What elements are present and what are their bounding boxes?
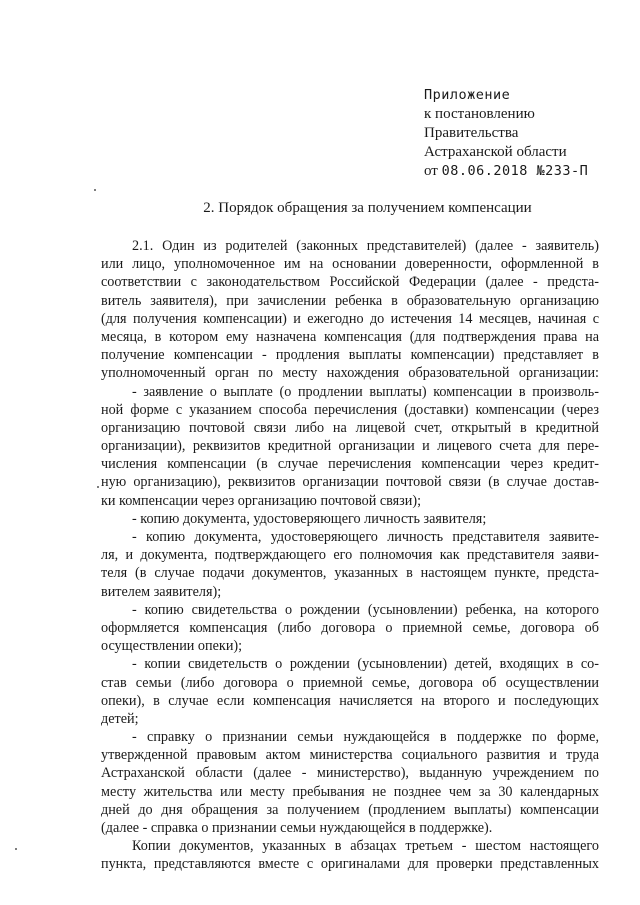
body-line: став семьи (либо договора о приемной семье, договора об осуществлении bbox=[101, 674, 599, 691]
body-line: организацию почтовой связи либо на лицевой счет, открытый в кредитной bbox=[101, 419, 599, 436]
document-body bbox=[101, 237, 599, 874]
scan-speck bbox=[15, 848, 17, 850]
appendix-ref-line: Астраханской области bbox=[424, 144, 567, 160]
body-line: осуществлении опеки); bbox=[101, 638, 243, 655]
section-title bbox=[0, 199, 640, 218]
body-line: - копию документа, удостоверяющего личность представителя заявите- bbox=[132, 529, 599, 545]
body-line: ную организацию), реквизитов организации почтовой связи (в случае достав- bbox=[101, 474, 599, 491]
body-line: 2.1. Один из родителей (законных представителей) (далее - заявитель) bbox=[132, 238, 599, 254]
appendix-ref-line: Правительства bbox=[424, 125, 519, 141]
body-line: пункта, представляются вместе с оригиналами для проверки представленных bbox=[101, 856, 599, 873]
body-line: Астраханской области (далее - министерство), выданную учреждением по bbox=[101, 765, 599, 782]
body-line: соответствии с законодательством Российской Федерации (далее - предста- bbox=[101, 274, 599, 291]
body-line: детей; bbox=[101, 710, 139, 727]
section-title-text: 2. Порядок обращения за получением компенсации bbox=[203, 200, 532, 216]
appendix-date-stamp: 08.06.2018 №233-П bbox=[441, 163, 589, 179]
body-line: витель заявителя), при зачислении ребенка в образовательную организацию bbox=[101, 292, 599, 309]
body-line: организации), реквизитов кредитной организации и лицевого счета для пере- bbox=[101, 438, 599, 455]
body-line: месту жительства или месту пребывания не позднее чем за 30 календарных bbox=[101, 783, 599, 800]
body-line: (для получения компенсации) и ежегодно до истечения 14 месяцев, начиная с bbox=[101, 310, 599, 327]
body-line: вителем заявителя); bbox=[101, 583, 222, 600]
body-line: месяца, в котором ему назначена компенсация (для подтверждения права на bbox=[101, 328, 599, 345]
body-line: уполномоченный орган по месту нахождения образовательной организации: bbox=[101, 365, 599, 382]
body-line: утвержденной правовым актом министерства социального развития и труда bbox=[101, 747, 599, 764]
body-line: ля, и документа, подтверждающего его полномочия как представителя заяви- bbox=[101, 547, 599, 564]
appendix-date-prefix: от bbox=[424, 163, 438, 179]
body-line: Копии документов, указанных в абзацах третьем - шестом настоящего bbox=[132, 838, 599, 855]
appendix-ref-line: к постановлению bbox=[424, 106, 535, 122]
appendix-date-line bbox=[424, 162, 588, 181]
body-line: получение компенсации - продления выплаты компенсации) представляет в bbox=[101, 347, 599, 364]
body-line: или лицо, уполномоченное им на основании доверенности, оформленной в bbox=[101, 256, 599, 273]
appendix-label: Приложение bbox=[424, 87, 511, 103]
body-line: теля (в случае подачи документов, указанных в настоящем пункте, предста- bbox=[101, 565, 599, 582]
body-line: ки компенсации через организацию почтовой связи); bbox=[101, 492, 422, 509]
body-line: - копию документа, удостоверяющего личность заявителя; bbox=[132, 510, 487, 527]
body-line: - копии свидетельств о рождении (усыновлении) детей, входящих в со- bbox=[132, 656, 599, 673]
body-line: - справку о признании семьи нуждающейся в поддержке по форме, bbox=[132, 729, 599, 746]
scan-speck bbox=[97, 486, 99, 488]
appendix-header bbox=[424, 86, 588, 181]
body-line: оформляется компенсация (либо договора о приемной семье, договора об bbox=[101, 619, 599, 636]
scan-speck bbox=[94, 189, 96, 191]
body-line: ной форме с указанием способа перечисления (доставки) компенсации (через bbox=[101, 401, 599, 418]
body-line: дней до дня обращения за получением (продлением выплаты) компенсации bbox=[101, 801, 599, 818]
body-line: - заявление о выплате (о продлении выплаты) компенсации в произволь- bbox=[132, 383, 599, 400]
body-line: числения компенсации (в случае перечисления компенсации через кредит- bbox=[101, 456, 599, 473]
body-line: - копию свидетельства о рождении (усыновлении) ребенка, на которого bbox=[132, 601, 599, 618]
body-line: опеки), в случае если компенсация начисляется на второго и последующих bbox=[101, 692, 599, 709]
body-line: (далее - справка о признании семьи нуждающейся в поддержке). bbox=[101, 820, 493, 836]
